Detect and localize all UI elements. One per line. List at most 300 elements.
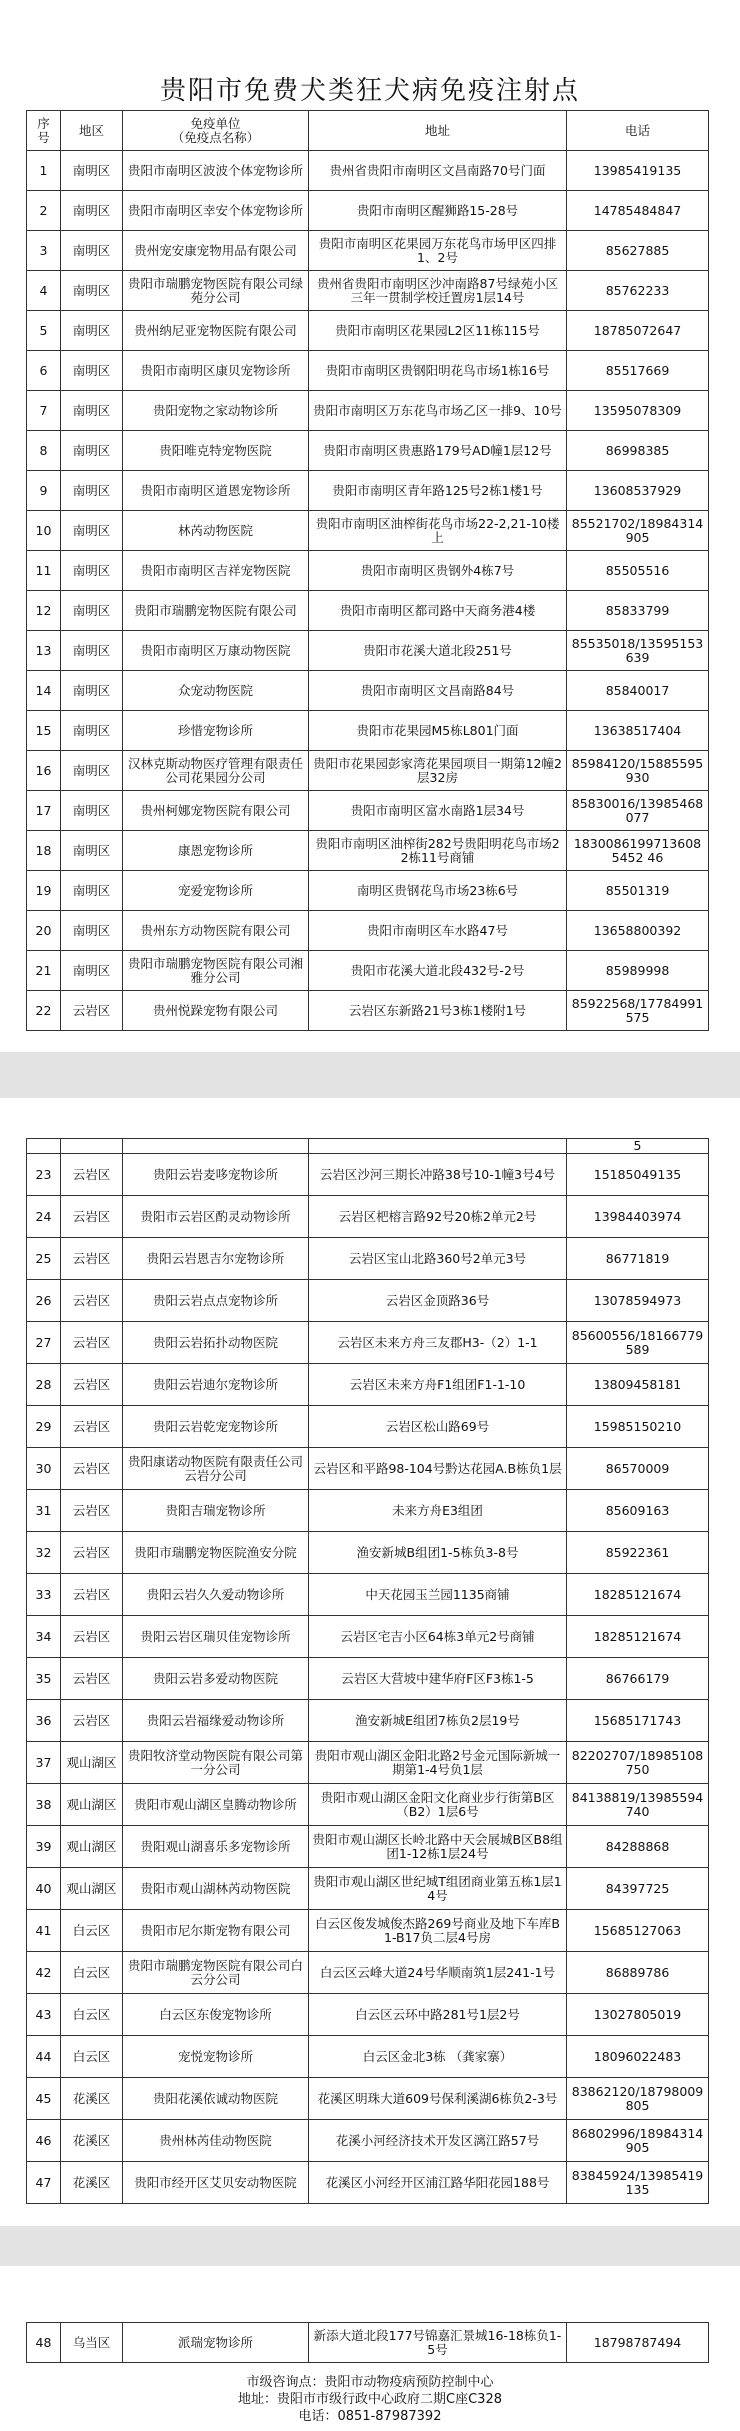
row-phone: 13638517404: [567, 711, 709, 751]
row-phone: 15685171743: [567, 1700, 709, 1742]
table-row: [27, 1196, 709, 1238]
row-unit-name: 贵阳市经开区艾贝安动物医院: [123, 2162, 309, 2204]
row-phone: 85762233: [567, 271, 709, 311]
row-phone: 85830016/13985468077: [567, 791, 709, 831]
row-unit-name: 贵阳云岩福缘爱动物诊所: [123, 1700, 309, 1742]
row-unit-name: 贵州柯娜宠物医院有限公司: [123, 791, 309, 831]
row-number: 12: [27, 591, 61, 631]
row-phone: 13985419135: [567, 151, 709, 191]
row-address: 云岩区大营坡中建华府F区F3栋1-5: [309, 1658, 567, 1700]
row-unit-name: 贵阳市南明区波波个体宠物诊所: [123, 151, 309, 191]
header-unit: 免疫单位 （免疫点名称）: [123, 111, 309, 151]
row-number: 45: [27, 2078, 61, 2120]
row-phone: 13809458181: [567, 1364, 709, 1406]
row-phone: 84397725: [567, 1868, 709, 1910]
row-phone: 15985150210: [567, 1406, 709, 1448]
row-number: 11: [27, 551, 61, 591]
row-address: 贵阳市南明区贵钢外4栋7号: [309, 551, 567, 591]
row-address: 花溪区小河经开区浦江路华阳花园188号: [309, 2162, 567, 2204]
row-unit-name: 贵阳市瑞鹏宠物医院有限公司: [123, 591, 309, 631]
row-address: 贵阳市观山湖区金阳文化商业步行街第B区（B2）1层6号: [309, 1784, 567, 1826]
table-row: [27, 1406, 709, 1448]
row-number: 35: [27, 1658, 61, 1700]
row-number: 1: [27, 151, 61, 191]
row-unit-name: 贵阳市瑞鹏宠物医院有限公司绿苑分公司: [123, 271, 309, 311]
row-phone: 18096022483: [567, 2036, 709, 2078]
row-number: 6: [27, 351, 61, 391]
row-address: 贵阳市南明区醒狮路15-28号: [309, 191, 567, 231]
row-district: 云岩区: [61, 1154, 123, 1196]
row-district: 白云区: [61, 2036, 123, 2078]
row-phone: 86889786: [567, 1952, 709, 1994]
row-address: 花溪区明珠大道609号保利溪湖6栋负2-3号: [309, 2078, 567, 2120]
row-district: 花溪区: [61, 2162, 123, 2204]
row-unit-name: 贵阳云岩区瑞贝佳宠物诊所: [123, 1616, 309, 1658]
row-unit-name: 贵阳云岩恩吉尔宠物诊所: [123, 1238, 309, 1280]
row-address: 贵阳市观山湖区长岭北路中天会展城B区B8组团1-12栋1层24号: [309, 1826, 567, 1868]
row-district: 白云区: [61, 1952, 123, 1994]
header-district: 地区: [61, 111, 123, 151]
row-unit-name: 贵阳宠物之家动物诊所: [123, 391, 309, 431]
row-phone: 18285121674: [567, 1574, 709, 1616]
row-address: 白云区金北3栋 （龚家寨）: [309, 2036, 567, 2078]
row-number: 31: [27, 1490, 61, 1532]
row-unit-name: 贵阳云岩拓扑动物医院: [123, 1322, 309, 1364]
contact-footer: [14, 2374, 726, 2425]
row-address: 贵阳市南明区贵惠路179号AD幢1层12号: [309, 431, 567, 471]
row-phone: 86998385: [567, 431, 709, 471]
row-district: 云岩区: [61, 1532, 123, 1574]
row-phone: 86771819: [567, 1238, 709, 1280]
row-address: 云岩区松山路69号: [309, 1406, 567, 1448]
row-address: 贵阳市南明区文昌南路84号: [309, 671, 567, 711]
row-unit-name: 派瑞宠物诊所: [123, 2323, 309, 2363]
row-unit-name: 白云区东俊宠物诊所: [123, 1994, 309, 2036]
row-district: 南明区: [61, 871, 123, 911]
clinic-table-part-3: [26, 2322, 709, 2363]
row-district: 南明区: [61, 471, 123, 511]
row-number: 29: [27, 1406, 61, 1448]
row-number: 27: [27, 1322, 61, 1364]
row-district: 云岩区: [61, 1280, 123, 1322]
table-row: [27, 271, 709, 311]
table-row: [27, 1616, 709, 1658]
table-row: [27, 1532, 709, 1574]
row-address: 云岩区未来方舟三友郡H3-（2）1-1: [309, 1322, 567, 1364]
row-district: 云岩区: [61, 1658, 123, 1700]
row-district: 云岩区: [61, 1616, 123, 1658]
table-row: [27, 431, 709, 471]
row-number: 36: [27, 1700, 61, 1742]
row-phone: 18798787494: [567, 2323, 709, 2363]
row-district: 南明区: [61, 151, 123, 191]
row-number: 46: [27, 2120, 61, 2162]
row-phone: 85833799: [567, 591, 709, 631]
row-address: 贵阳市花果园M5栋L801门面: [309, 711, 567, 751]
table-row: [27, 1490, 709, 1532]
row-phone: 85922568/17784991575: [567, 991, 709, 1031]
row-district: 云岩区: [61, 1490, 123, 1532]
row-unit-name: 林芮动物医院: [123, 511, 309, 551]
row-district: 云岩区: [61, 1574, 123, 1616]
row-unit-name: 汉林克斯动物医疗管理有限责任公司花果园分公司: [123, 751, 309, 791]
table-row: [27, 1784, 709, 1826]
table-row: [27, 631, 709, 671]
row-phone: 13608537929: [567, 471, 709, 511]
row-number: 47: [27, 2162, 61, 2204]
row-unit-name: 贵阳市尼尔斯宠物有限公司: [123, 1910, 309, 1952]
row-phone: 14785484847: [567, 191, 709, 231]
row-district: 南明区: [61, 831, 123, 871]
row-number: 32: [27, 1532, 61, 1574]
row-address: 贵阳市南明区都司路中天商务港4楼: [309, 591, 567, 631]
row-number: 37: [27, 1742, 61, 1784]
table-row: [27, 471, 709, 511]
table-row: [27, 1868, 709, 1910]
row-district: 云岩区: [61, 1700, 123, 1742]
table-row: [27, 791, 709, 831]
row-number: 15: [27, 711, 61, 751]
row-address: 新添大道北段177号锦嘉汇景城16-18栋负1-5号: [309, 2323, 567, 2363]
table-row: [27, 151, 709, 191]
table-row: [27, 951, 709, 991]
row-district: 乌当区: [61, 2323, 123, 2363]
row-district: 南明区: [61, 391, 123, 431]
row-number: 23: [27, 1154, 61, 1196]
row-district: 南明区: [61, 271, 123, 311]
table-row: [27, 1700, 709, 1742]
row-district: 观山湖区: [61, 1742, 123, 1784]
row-phone: 85600556/18166779589: [567, 1322, 709, 1364]
row-phone: 85501319: [567, 871, 709, 911]
table-row: [27, 1322, 709, 1364]
table-row: [27, 1154, 709, 1196]
table-row: [27, 511, 709, 551]
row-district: 南明区: [61, 631, 123, 671]
table-row: [27, 1910, 709, 1952]
row-phone: 85521702/18984314905: [567, 511, 709, 551]
row-number: 18: [27, 831, 61, 871]
row-address: 云岩区和平路98-104号黔达花园A.B栋负1层: [309, 1448, 567, 1490]
row-district: 云岩区: [61, 991, 123, 1031]
row-unit-name: 贵阳市瑞鹏宠物医院有限公司湘雅分公司: [123, 951, 309, 991]
page-1: [14, 0, 726, 1052]
row-address: 贵阳市观山湖区金阳北路2号金元国际新城一期第1-4号负1层: [309, 1742, 567, 1784]
table-row: [27, 391, 709, 431]
row-number: 13: [27, 631, 61, 671]
row-phone: 84288868: [567, 1826, 709, 1868]
row-district: 云岩区: [61, 1196, 123, 1238]
table-row: [27, 551, 709, 591]
row-district: 花溪区: [61, 2078, 123, 2120]
table-row: [27, 991, 709, 1031]
row-number: 33: [27, 1574, 61, 1616]
row-phone: 13027805019: [567, 1994, 709, 2036]
clinic-table-part-1: [26, 110, 709, 1031]
row-number: 2: [27, 191, 61, 231]
table-row: [27, 1742, 709, 1784]
row-unit-name: 贵阳康诺动物医院有限责任公司云岩分公司: [123, 1448, 309, 1490]
row-phone: 85609163: [567, 1490, 709, 1532]
row-address: 云岩区东新路21号3栋1楼附1号: [309, 991, 567, 1031]
table-row: [27, 351, 709, 391]
row-address: 花溪小河经济技术开发区漓江路57号: [309, 2120, 567, 2162]
row-unit-name: 宠爱宠物诊所: [123, 871, 309, 911]
table-row: [27, 1280, 709, 1322]
table-row: [27, 1658, 709, 1700]
table-row: [27, 311, 709, 351]
row-address: 贵阳市南明区花果园万东花鸟市场甲区四排1、2号: [309, 231, 567, 271]
row-number: 5: [27, 311, 61, 351]
row-district: 观山湖区: [61, 1826, 123, 1868]
row-phone: 83862120/18798009805: [567, 2078, 709, 2120]
row-number: 16: [27, 751, 61, 791]
row-number: 34: [27, 1616, 61, 1658]
carryover-row: [27, 1139, 709, 1154]
row-number: 4: [27, 271, 61, 311]
row-address: 云岩区未来方舟F1组团F1-1-10: [309, 1364, 567, 1406]
table-row: [27, 911, 709, 951]
table-row: [27, 871, 709, 911]
row-district: 南明区: [61, 751, 123, 791]
row-unit-name: 贵州东方动物医院有限公司: [123, 911, 309, 951]
row-district: 南明区: [61, 311, 123, 351]
row-district: 云岩区: [61, 1364, 123, 1406]
table-row: [27, 2120, 709, 2162]
table-row: [27, 231, 709, 271]
row-district: 南明区: [61, 591, 123, 631]
row-address: 白云区云环中路281号1层2号: [309, 1994, 567, 2036]
row-number: 20: [27, 911, 61, 951]
row-unit-name: 贵阳市观山湖区皇腾动物诊所: [123, 1784, 309, 1826]
row-address: 云岩区杷榕言路92号20栋2单元2号: [309, 1196, 567, 1238]
table-header-row: [27, 111, 709, 151]
row-number: 26: [27, 1280, 61, 1322]
row-district: 南明区: [61, 711, 123, 751]
row-number: 44: [27, 2036, 61, 2078]
row-address: 贵阳市南明区花果园L2区11栋115号: [309, 311, 567, 351]
table-row: [27, 2078, 709, 2120]
row-district: 云岩区: [61, 1238, 123, 1280]
row-district: 云岩区: [61, 1322, 123, 1364]
row-number: 43: [27, 1994, 61, 2036]
table-row: [27, 1574, 709, 1616]
table-row: [27, 2036, 709, 2078]
row-unit-name: 贵阳观山湖喜乐多宠物诊所: [123, 1826, 309, 1868]
row-address: 南明区贵钢花鸟市场23栋6号: [309, 871, 567, 911]
row-phone: 83845924/13985419135: [567, 2162, 709, 2204]
row-phone: 15685127063: [567, 1910, 709, 1952]
row-unit-name: 贵阳市瑞鹏宠物医院有限公司白云分公司: [123, 1952, 309, 1994]
row-phone: 85989998: [567, 951, 709, 991]
row-unit-name: 贵阳市南明区吉祥宠物医院: [123, 551, 309, 591]
row-address: 贵州省贵阳市南明区沙冲南路87号绿苑小区三年一贯制学校迁置房1层14号: [309, 271, 567, 311]
table-row: [27, 751, 709, 791]
row-number: 7: [27, 391, 61, 431]
row-address: 贵阳市南明区车水路47号: [309, 911, 567, 951]
row-district: 白云区: [61, 1994, 123, 2036]
row-phone: 86802996/18984314905: [567, 2120, 709, 2162]
row-unit-name: 贵阳唯克特宠物医院: [123, 431, 309, 471]
footer-consult-point: 市级咨询点：贵阳市动物疫病预防控制中心: [246, 2375, 494, 2390]
row-address: 贵阳市南明区油榨街花鸟市场22-2,21-10楼上: [309, 511, 567, 551]
row-number: 28: [27, 1364, 61, 1406]
row-district: 南明区: [61, 511, 123, 551]
row-district: 云岩区: [61, 1406, 123, 1448]
table-row: [27, 1994, 709, 2036]
row-unit-name: 康恩宠物诊所: [123, 831, 309, 871]
row-unit-name: 贵阳吉瑞宠物诊所: [123, 1490, 309, 1532]
row-phone: 85922361: [567, 1532, 709, 1574]
row-address: 未来方舟E3组团: [309, 1490, 567, 1532]
row-number: 39: [27, 1826, 61, 1868]
row-unit-name: 贵阳云岩乾宠宠物诊所: [123, 1406, 309, 1448]
table-row: [27, 831, 709, 871]
row-unit-name: 贵阳市云岩区酌灵动物诊所: [123, 1196, 309, 1238]
row-address: 贵阳市南明区富水南路1层34号: [309, 791, 567, 831]
row-number: 48: [27, 2323, 61, 2363]
row-number: 38: [27, 1784, 61, 1826]
row-address: 贵阳市花果园彭家湾花果园项目一期第12幢2层32房: [309, 751, 567, 791]
row-address: 贵阳市南明区油榨街282号贵阳明花鸟市场22栋11号商铺: [309, 831, 567, 871]
row-phone: 82202707/18985108750: [567, 1742, 709, 1784]
row-unit-name: 贵阳云岩多爱动物医院: [123, 1658, 309, 1700]
row-unit-name: 贵阳市观山湖林芮动物医院: [123, 1868, 309, 1910]
row-unit-name: 贵阳市瑞鹏宠物医院渔安分院: [123, 1532, 309, 1574]
row-phone: 18785072647: [567, 311, 709, 351]
row-number: 10: [27, 511, 61, 551]
row-unit-name: 贵阳牧济堂动物医院有限公司第一分公司: [123, 1742, 309, 1784]
row-district: 南明区: [61, 191, 123, 231]
row-number: 8: [27, 431, 61, 471]
row-district: 南明区: [61, 431, 123, 471]
row-unit-name: 贵阳云岩迪尔宠物诊所: [123, 1364, 309, 1406]
row-phone: 85627885: [567, 231, 709, 271]
row-address: 贵阳市观山湖区世纪城T组团商业第五栋1层14号: [309, 1868, 567, 1910]
row-unit-name: 贵阳市南明区道恩宠物诊所: [123, 471, 309, 511]
row-number: 24: [27, 1196, 61, 1238]
row-unit-name: 众宠动物医院: [123, 671, 309, 711]
row-unit-name: 贵州林芮佳动物医院: [123, 2120, 309, 2162]
row-district: 南明区: [61, 951, 123, 991]
row-phone: 85840017: [567, 671, 709, 711]
header-address: 地址: [309, 111, 567, 151]
row-address: 云岩区宅吉小区64栋3单元2号商铺: [309, 1616, 567, 1658]
row-unit-name: 贵阳云岩点点宠物诊所: [123, 1280, 309, 1322]
row-phone: 13595078309: [567, 391, 709, 431]
document-title: 贵阳市免费犬类狂犬病免疫注射点: [159, 76, 580, 106]
row-number: 42: [27, 1952, 61, 1994]
row-district: 观山湖区: [61, 1868, 123, 1910]
table-row: [27, 1826, 709, 1868]
row-district: 南明区: [61, 671, 123, 711]
row-unit-name: 贵阳云岩久久爱动物诊所: [123, 1574, 309, 1616]
table-row: [27, 711, 709, 751]
row-number: 14: [27, 671, 61, 711]
row-number: 30: [27, 1448, 61, 1490]
footer-phone: 电话：0851-87987392: [298, 2409, 442, 2424]
row-unit-name: 珍惜宠物诊所: [123, 711, 309, 751]
row-number: 25: [27, 1238, 61, 1280]
row-number: 3: [27, 231, 61, 271]
row-phone: 85984120/15885595930: [567, 751, 709, 791]
table-row: [27, 671, 709, 711]
row-unit-name: 贵州悦跺宠物有限公司: [123, 991, 309, 1031]
table-row: [27, 591, 709, 631]
row-phone: 13984403974: [567, 1196, 709, 1238]
row-number: 17: [27, 791, 61, 831]
carryover-phone: 5: [567, 1139, 709, 1154]
row-unit-name: 贵阳云岩麦哆宠物诊所: [123, 1154, 309, 1196]
clinic-table-part-2: [26, 1138, 709, 2204]
page-3: [14, 2266, 726, 2431]
row-district: 南明区: [61, 551, 123, 591]
row-phone: 86570009: [567, 1448, 709, 1490]
row-unit-name: 宠悦宠物诊所: [123, 2036, 309, 2078]
table-row: [27, 1952, 709, 1994]
row-district: 花溪区: [61, 2120, 123, 2162]
row-address: 贵阳市南明区万东花鸟市场乙区一排9、10号: [309, 391, 567, 431]
row-address: 云岩区宝山北路360号2单元3号: [309, 1238, 567, 1280]
row-phone: 18285121674: [567, 1616, 709, 1658]
row-address: 贵阳市花溪大道北段432号-2号: [309, 951, 567, 991]
table-row: [27, 2323, 709, 2363]
page-gap: [0, 1052, 740, 1098]
table-row: [27, 1448, 709, 1490]
header-phone: 电话: [567, 111, 709, 151]
row-address: 贵州省贵阳市南明区文昌南路70号门面: [309, 151, 567, 191]
row-address: 云岩区金顶路36号: [309, 1280, 567, 1322]
row-unit-name: 贵州纳尼亚宠物医院有限公司: [123, 311, 309, 351]
row-number: 22: [27, 991, 61, 1031]
row-number: 19: [27, 871, 61, 911]
row-district: 南明区: [61, 231, 123, 271]
table-row: [27, 1364, 709, 1406]
row-address: 白云区俊发城俊杰路269号商业及地下车库B1-B17负二层4号房: [309, 1910, 567, 1952]
page-2: [14, 1098, 726, 2226]
row-district: 白云区: [61, 1910, 123, 1952]
table-row: [27, 1238, 709, 1280]
row-phone: 13658800392: [567, 911, 709, 951]
footer-address: 地址：贵阳市市级行政中心政府二期C座C328: [238, 2392, 502, 2407]
row-phone: 85505516: [567, 551, 709, 591]
row-district: 南明区: [61, 911, 123, 951]
row-district: 南明区: [61, 791, 123, 831]
row-address: 贵阳市南明区贵钢阳明花鸟市场1栋16号: [309, 351, 567, 391]
row-unit-name: 贵阳市南明区康贝宠物诊所: [123, 351, 309, 391]
row-phone: 15185049135: [567, 1154, 709, 1196]
header-num: 序 号: [27, 111, 61, 151]
row-number: 21: [27, 951, 61, 991]
row-number: 9: [27, 471, 61, 511]
row-address: 白云区云峰大道24号华顺南筑1层241-1号: [309, 1952, 567, 1994]
row-district: 观山湖区: [61, 1784, 123, 1826]
row-address: 贵阳市花溪大道北段251号: [309, 631, 567, 671]
row-address: 渔安新城B组团1-5栋负3-8号: [309, 1532, 567, 1574]
row-address: 中天花园玉兰园1135商铺: [309, 1574, 567, 1616]
row-address: 渔安新城E组团7栋负2层19号: [309, 1700, 567, 1742]
row-district: 云岩区: [61, 1448, 123, 1490]
row-phone: 84138819/13985594740: [567, 1784, 709, 1826]
page-gap: [0, 2226, 740, 2266]
table-row: [27, 2162, 709, 2204]
row-unit-name: 贵阳市南明区幸安个体宠物诊所: [123, 191, 309, 231]
row-phone: 86766179: [567, 1658, 709, 1700]
row-district: 南明区: [61, 351, 123, 391]
row-phone: 85535018/13595153639: [567, 631, 709, 671]
table-row: [27, 191, 709, 231]
row-unit-name: 贵阳市南明区万康动物医院: [123, 631, 309, 671]
